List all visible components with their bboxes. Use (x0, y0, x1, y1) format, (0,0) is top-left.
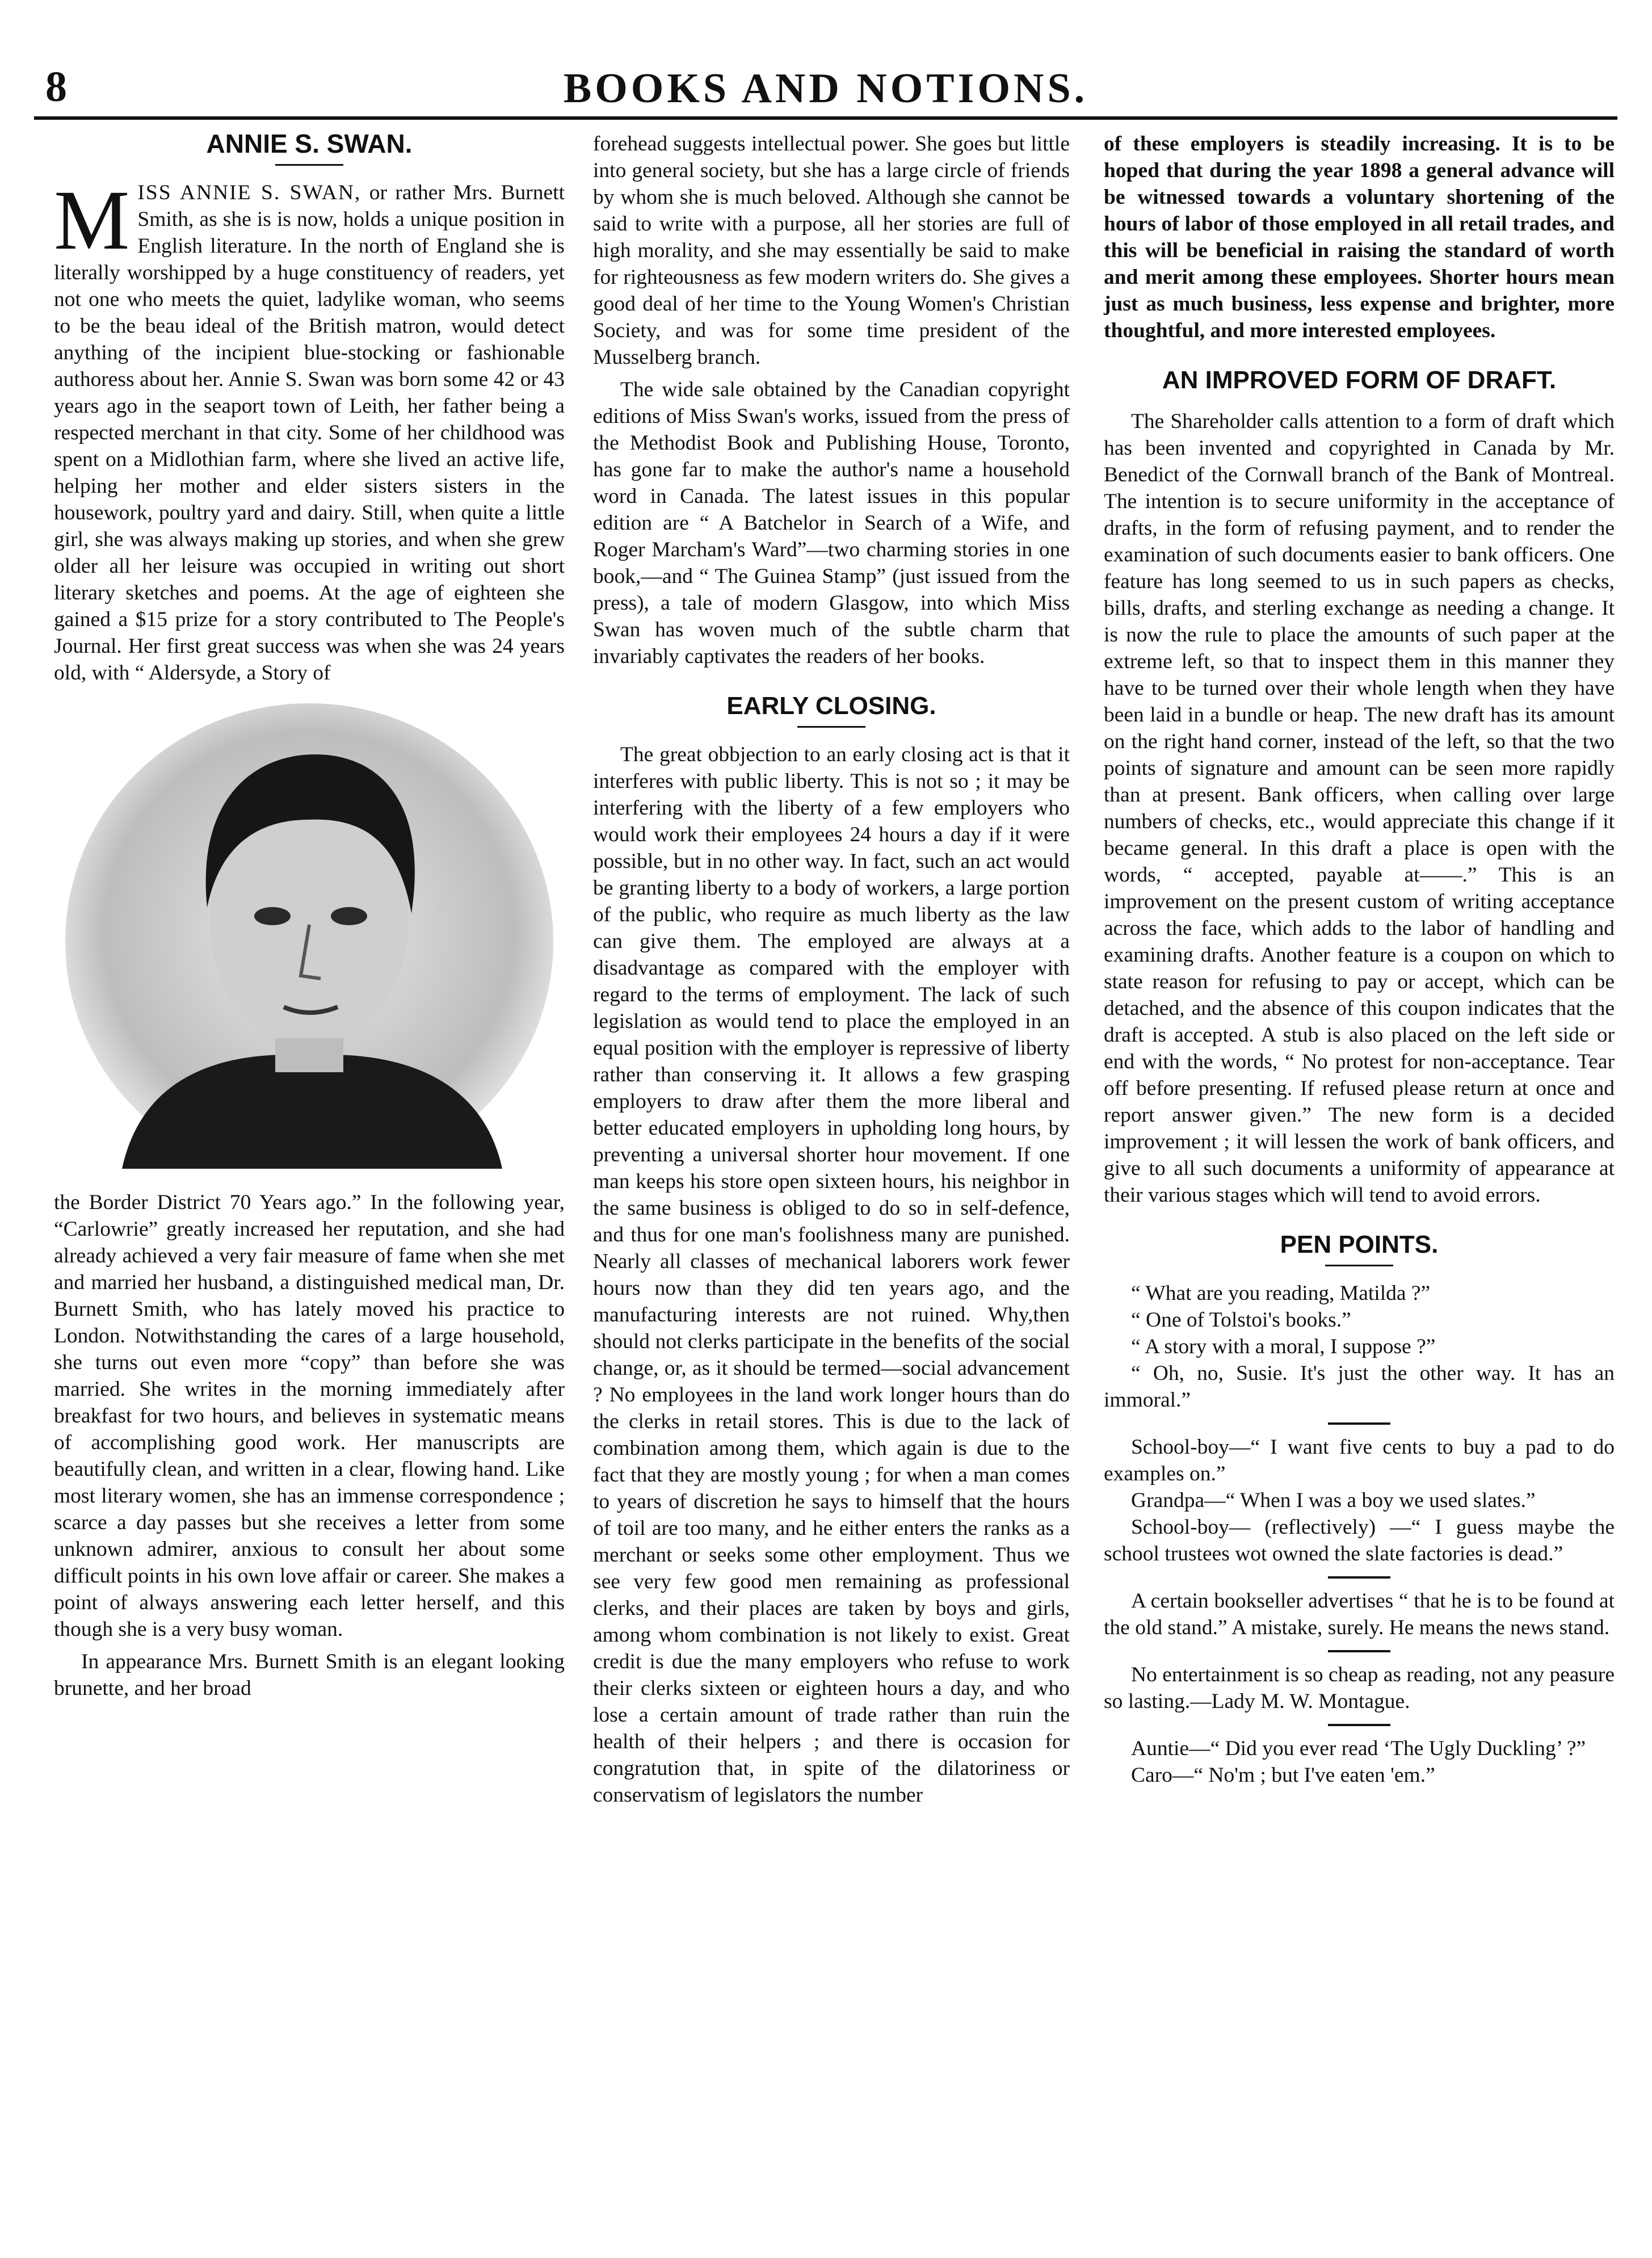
column-3 (1104, 131, 1615, 1789)
pen-point: School-boy— (reflectively) —“ I guess maybe the school trustees wot owned the slate factories is dead.” (1104, 1516, 1615, 1566)
paragraph: the Border District 70 Years ago.” In the following year, “Carlowrie” greatly increased her reputation, and she had already achieved a very fair measure of fame when she met and married her husband, a distinguished medical man, Dr. Burnett Smith, who has lately moved his practice to London. Notwithstanding the cares of a large household, she turns out even more “copy” than before she was married. She writes in the morning immediately after breakfast for two hours, and believes in systematic means of accomplishing good work. Her manuscripts are beautifully clean, and written in a clear, flowing hand. Like most literary women, she has an immense correspondence ; scarce a day passes but she receives a letter from some unknown admirer, anxious to consult her about some difficult points in his own love affair or career. She makes a point of always answering each letter herself, and this though she is a very busy woman. (54, 1191, 565, 1641)
header-rule (34, 116, 1617, 120)
pen-point: Caro—“ No'm ; but I've eaten 'em.” (1131, 1764, 1435, 1787)
portrait-image (54, 692, 565, 1169)
paragraph: The Shareholder calls attention to a form of draft which has been invented and copyrighted in Canada by Mr. Benedict of the Cornwall branch of the Bank of Montreal. The intention is to secure uniformity in the acceptance of drafts, in the form of refusing payment, and to render the examination of such documents easier to bank officers. One feature has long seemed to us in such papers as checks, bills, drafts, and sterling exchange as needing a change. It is now the rule to place the amounts of such paper at the extreme left, so that to inspect them in this manner they have to be turned over their whole length when they have been laid in a bundle or heap. The new draft has its amount on the right hand corner, instead of the left, so that the two points of signature and amount can be seen more rapidly than at present. Bank officers, when calling over large numbers of checks, etc., would appreciate this change if it became general. In this draft a place is open with the words, “ accepted, payable at——.” This is an improvement on the present custom of writing acceptance across the face, which adds to the labor of handling and examining drafts. Another feature is a coupon on which to state reason for refusing to pay or accept, which can be detached, and the absence of this coupon indicates that the draft is accepted. A stub is also placed on the left side or end with the words, “ No protest for non-acceptance. Tear off before presenting. If refused please return at once and report answer given.” The new form is a decided improvement ; it will lessen the work of bank officers, and give to all such documents a uniformity of appearance at their various stages which will tend to avoid errors. (1104, 410, 1615, 1207)
pen-point: Auntie—“ Did you ever read ‘The Ugly Duckling’ ?” (1131, 1737, 1586, 1760)
separator-rule (1328, 1576, 1390, 1579)
separator-rule (1328, 1724, 1390, 1726)
pen-point: “ What are you reading, Matilda ?” (1131, 1282, 1431, 1305)
paragraph-text: or rather Mrs. Burnett Smith, as she is is now, holds a unique position in English literature. In the north of England she is literally worshipped by a huge constituency of readers, yet not one who meets the quiet, ladylike woman, who seems to be the beau ideal of the British matron, would detect anything of the incipient blue-stocking or fashionable authoress about her. Annie S. Swan was born some 42 or 43 years ago in the seaport town of Leith, her father being a respected merchant in that city. Some of her childhood was spent on a Midlothian farm, where she lived an active life, helping her mother and elder sisters sisters in the housework, poultry yard and dairy. Still, when quite a little girl, she was always making up stories, and when she grew older all her leisure was occupied in writing out short literary sketches and poems. At the age of eighteen she gained a $15 prize for a story contributed to The People's Journal. Her first great success was when she was 24 years old, with “ Aldersyde, a Story of (54, 181, 565, 685)
pen-point: A certain bookseller advertises “ that he is to be found at the old stand.” A mistake, surely. He means the news stand. (1104, 1589, 1615, 1639)
column-1 (54, 131, 565, 1702)
paragraph (54, 173, 565, 686)
paragraph: forehead suggests intellectual power. She goes but little into general society, but she has a large circle of friends by whom she is much beloved. Although she cannot be said to write with a purpose, all her stories are full of high morality, and she may essentially be said to make for righteousness as few modern writers do. She gives a good deal of her time to the Young Women's Christian Society, and was for some time president of the Musselberg branch. (593, 132, 1070, 369)
separator-rule (1328, 1422, 1390, 1425)
pen-point: Grandpa—“ When I was a boy we used slates.” (1131, 1489, 1536, 1512)
drop-cap: M (54, 173, 130, 267)
pen-point: “ A story with a moral, I suppose ?” (1131, 1335, 1436, 1358)
paragraph: of these employers is steadily increasing. It is to be hoped that during the year 1898 a general advance will be witnessed towards a voluntary shortening of the hours of labor of those employed in all retail trades, and this will be beneficial in raising the standard of worth and merit among these employees. Shorter hours mean just as much business, less expense and brighter, more thoughtful, and more interested employees. (1104, 132, 1615, 342)
heading-improved-draft: AN IMPROVED FORM OF DRAFT. (1162, 366, 1557, 394)
heading-underline (275, 164, 343, 166)
masthead (34, 57, 1617, 119)
heading-underline (1325, 1265, 1393, 1266)
heading-annie-swan: ANNIE S. SWAN. (206, 129, 413, 158)
lead-in-caps: ISS ANNIE S. SWAN, (137, 181, 361, 204)
pen-point: “ Oh, no, Susie. It's just the other way. It has an immoral.” (1104, 1362, 1615, 1412)
pen-point: “ One of Tolstoi's books.” (1131, 1308, 1351, 1332)
heading-pen-points: PEN POINTS. (1280, 1231, 1439, 1258)
paragraph: The great obbjection to an early closing act is that it interferes with public liberty. This is not so ; it may be interfering with the liberty of a few employers who would work their employees 24 hours a day if it were possible, but in no other way. In fact, such an act would be granting liberty to a body of workers, a large portion of the public, who require as much liberty as the law can give them. The employed are always at a disadvantage as compared with the employer with regard to the terms of employment. The lack of such legislation as would tend to place the employed in an equal position with the employer is repressive of liberty rather than conserving it. It allows a few grasping employers to draw after them the more liberal and better educated employers in upholding long hours, by preventing a universal shorter hour movement. If one man keeps his store open sixteen hours, his neighbor in the same business is obliged to do so in self-defence, and thus for one man's foolishness many are punished. Nearly all classes of mechanical laborers work fewer hours now than they did ten years ago, and the manufacturing interests are not ruined. Why,then should not clerks participate in the benefits of the social change, or, as it should be termed—social advancement ? No employees in the land work longer hours than do the clerks in retail stores. This is due to the lack of combination among them, which again is due to the fact that they are mostly young ; for when a man comes to years of discretion he says to himself that the hours of toil are too many, and he either enters the ranks as a merchant or seeks some other employment. Thus we see very few good men remaining as professional clerks, and their places are taken by boys and girls, among whom combination is not likely to exist. Great credit is due the many employers who refuse to work their clerks sixteen or eighteen hours a day, and who lose a certain amount of trade rather than ruin the health of their helpers ; and there is occasion for congratution that, in spite of the dilatoriness or conservatism of legislators the number (593, 743, 1070, 1807)
pen-point: School-boy—“ I want five cents to buy a pad to do examples on.” (1104, 1436, 1615, 1485)
separator-rule (1328, 1650, 1390, 1652)
publication-title: BOOKS AND NOTIONS. (563, 65, 1088, 112)
paragraph: In appearance Mrs. Burnett Smith is an elegant looking brunette, and her broad (54, 1650, 565, 1700)
paragraph: The wide sale obtained by the Canadian copyright editions of Miss Swan's works, issued from the press of the Methodist Book and Publishing House, Toronto, has gone far to make the author's name a household word in Canada. The latest issues in this popular edition are “ A Batchelor in Search of a Wife, and Roger Marcham's Ward”—two charming stories in one book,—and “ The Guinea Stamp” (just issued from the press), a tale of modern Glasgow, into which Miss Swan has woven much of the subtle charm that invariably captivates the readers of her books. (593, 378, 1070, 668)
heading-underline (797, 726, 865, 728)
heading-early-closing: EARLY CLOSING. (726, 692, 936, 720)
column-2 (593, 131, 1070, 1808)
pen-point: No entertainment is so cheap as reading, not any peasure so lasting.—Lady M. W. Montague. (1104, 1663, 1615, 1713)
page-number: 8 (45, 63, 67, 111)
